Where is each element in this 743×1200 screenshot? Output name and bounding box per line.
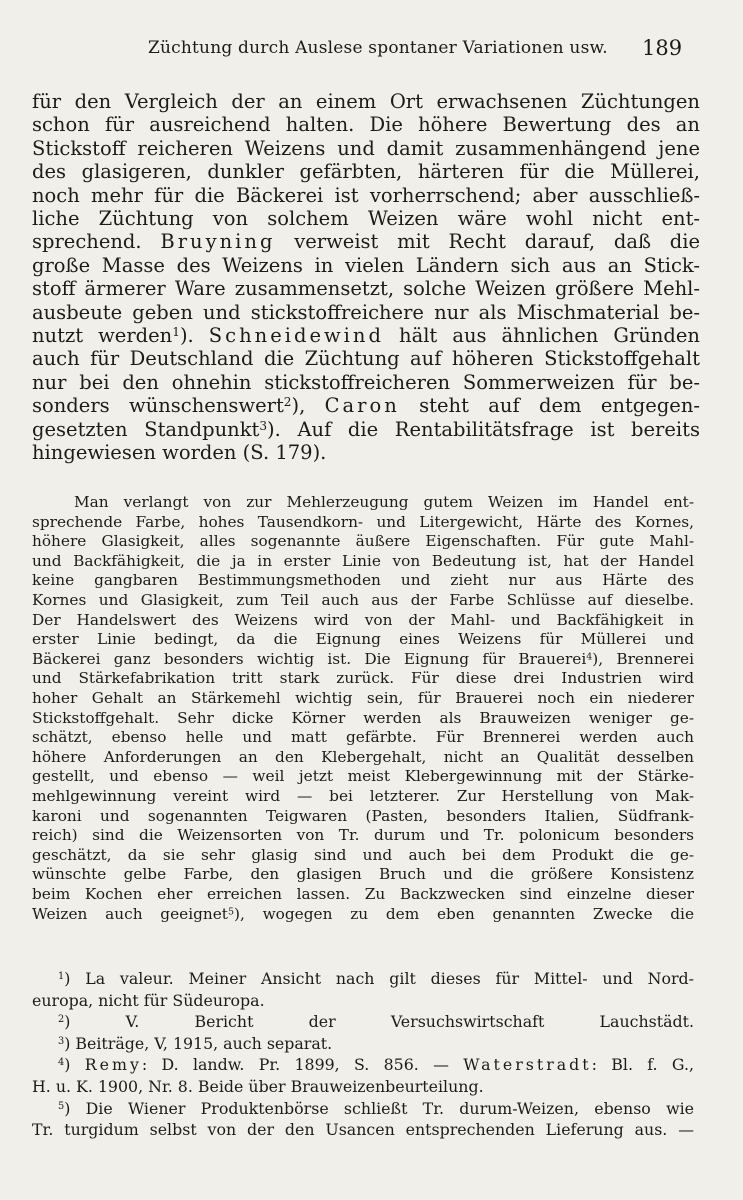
text-run: sonders wünschenswert [32, 394, 284, 418]
text-run: Bäckerei ganz besonders wichtig ist. Die Eignung für Brauerei [32, 649, 587, 668]
text-run: hoher Gehalt an Stärkemehl wichtig sein, für Brauerei noch ein niederer [32, 689, 694, 707]
footnote-line [58, 1012, 694, 1031]
text-run: hingewiesen worden (S. 179). [32, 441, 327, 464]
main-text-line [32, 160, 700, 183]
text-run: Der Handelswert des Weizens wird von der Mahl- und Backfähigkeit in [32, 610, 694, 629]
running-title: Züchtung durch Auslese spontaner Variationen usw. [148, 38, 608, 58]
text-run: Man verlangt von zur Mehlerzeugung gutem Weizen im Handel ent- [74, 493, 694, 511]
small-text-line [32, 552, 694, 570]
text-run: und Backfähigkeit, die ja in erster Linie von Bedeutung ist, hat der Handel [32, 551, 694, 570]
main-text-line [32, 113, 700, 136]
spaced-name: Bruyning [160, 230, 276, 254]
text-run: ) Beiträge, V, 1915, auch separat. [64, 1033, 333, 1053]
small-text-line [32, 532, 694, 550]
small-text-line [32, 767, 694, 785]
text-run: : D. landw. Pr. 1899, S. 856. — [141, 1055, 464, 1075]
text-run: Stickstoffgehalt. Sehr dicke Körner werden als Brauweizen weniger ge- [32, 708, 694, 727]
text-run: gesetzten Standpunkt [32, 417, 260, 441]
page-number: 189 [642, 36, 683, 60]
text-run: noch mehr für die Bäckerei ist vorherrschend; aber ausschließ- [32, 183, 700, 207]
text-run: Stickstoff reicheren Weizens und damit zusammenhängend jene [32, 136, 700, 160]
text-run: karoni und sogenannten Teigwaren (Pasten, besonders Italien, Südfrank- [32, 806, 694, 825]
text-run: beim Kochen eher erreichen lassen. Zu Backzwecken sind einzelne dieser [32, 885, 694, 903]
small-text-line [32, 728, 694, 746]
spaced-name: Schneidewind [208, 324, 384, 347]
running-head [0, 38, 743, 68]
text-run: H. u. K. 1900, Nr. 8. Beide über Brauweizenbeurteilung. [32, 1077, 484, 1096]
footnote-marker: 2 [283, 395, 292, 410]
text-run: verweist mit Recht darauf, daß die [275, 230, 700, 254]
small-text-line [32, 905, 694, 923]
text-run: stoff ärmerer Ware zusammensetzt, solche Weizen größere Mehl- [32, 277, 700, 301]
small-text-line [32, 571, 694, 589]
footnote-marker: 3 [58, 1035, 65, 1047]
text-run: liche Züchtung von solchem Weizen wäre wohl nicht ent- [32, 207, 700, 230]
text-run: reich) sind die Weizensorten von Tr. durum und Tr. polonicum besonders [32, 826, 694, 845]
main-text-line [32, 207, 700, 230]
footnote-marker: 1 [172, 324, 180, 339]
text-run: wünschte gelbe Farbe, den glasigen Bruch und die größere Konsistenz [32, 865, 694, 884]
main-text-line [32, 301, 700, 324]
text-run: schon für ausreichend halten. Die höhere Bewertung des an [32, 113, 700, 137]
main-text-line [32, 347, 700, 370]
main-text-line [32, 230, 700, 253]
text-run: nur bei den ohnehin stickstoffreicheren Sommerweizen für be- [32, 370, 700, 394]
footnote-marker: 5 [58, 1100, 65, 1112]
small-text-line [32, 650, 694, 668]
text-run: mehlgewinnung vereint wird — bei letzterer. Zur Herstellung von Mak- [32, 787, 694, 805]
footnote-line [32, 1077, 484, 1096]
text-run: ). [179, 324, 209, 347]
footnote-line [32, 1120, 694, 1139]
main-text-line [32, 184, 700, 207]
footnote-marker: 3 [259, 418, 268, 433]
spaced-name: Caron [324, 394, 400, 418]
main-text-line [32, 277, 700, 300]
text-run: ) V. Bericht der Versuchswirtschaft Lauchstädt. [64, 1012, 694, 1032]
small-text-line [32, 611, 694, 629]
text-run: auch für Deutschland die Züchtung auf höheren Stickstoffgehalt [32, 347, 700, 371]
footnote-marker: 1 [58, 971, 65, 983]
text-run: ausbeute geben und stickstoffreichere nur als Mischmaterial be- [32, 300, 700, 324]
small-text-line [32, 865, 694, 883]
spaced-name: Remy [84, 1055, 142, 1075]
small-text-line [32, 709, 694, 727]
text-run: sprechend. [32, 230, 161, 254]
small-text-line [32, 669, 694, 687]
footnote-line [58, 1055, 694, 1074]
main-text-line [32, 394, 700, 417]
small-text-line [32, 885, 694, 903]
footnote-line [32, 991, 265, 1010]
text-run: sprechende Farbe, hohes Tausendkorn- und Litergewicht, Härte des Kornes, [32, 512, 694, 531]
small-text-line [32, 591, 694, 609]
text-run: große Masse des Weizens in vielen Ländern sich aus an Stick- [32, 253, 700, 277]
footnote-marker: 4 [586, 651, 593, 663]
text-run: nutzt werden [32, 324, 173, 347]
text-run: Kornes und Glasigkeit, zum Teil auch aus der Farbe Schlüsse auf dieselbe. [32, 591, 694, 609]
text-run: ) [64, 1055, 85, 1075]
text-run: ) La valeur. Meiner Ansicht nach gilt dieses für Mittel- und Nord- [64, 969, 694, 988]
main-text-line [32, 254, 700, 277]
text-run: ), wogegen zu dem eben genannten Zwecke die [233, 904, 694, 923]
main-text-line [32, 418, 700, 441]
text-run: keine gangbaren Bestimmungsmethoden und zieht nur aus Härte des [32, 571, 694, 590]
text-run: Tr. turgidum selbst von der den Usancen entsprechenden Lieferung aus. — [32, 1120, 694, 1140]
text-run: hält aus ähnlichen Gründen [383, 324, 700, 347]
text-run: : Bl. f. G., [591, 1055, 694, 1075]
footnote-line [58, 1099, 694, 1118]
text-run: geschätzt, da sie sehr glasig sind und auch bei dem Produkt die ge- [32, 845, 694, 864]
main-text-line [32, 324, 700, 347]
small-text-line [32, 787, 694, 805]
text-run: höhere Glasigkeit, alles sogenannte äußere Eigenschaften. Für gute Mahl- [32, 532, 694, 551]
footnote-marker: 2 [58, 1014, 65, 1026]
text-run: des glasigeren, dunkler gefärbten, härteren für die Müllerei, [32, 160, 700, 184]
small-text-line [32, 846, 694, 864]
small-text-line [32, 748, 694, 766]
main-text-line [32, 371, 700, 394]
footnote-marker: 4 [58, 1057, 65, 1069]
text-run: ). Auf die Rentabilitätsfrage ist bereits [267, 417, 700, 441]
small-text-line [32, 630, 694, 648]
small-text-line [32, 826, 694, 844]
text-run: für den Vergleich der an einem Ort erwachsenen Züchtungen [32, 90, 700, 113]
small-text-line [74, 493, 694, 511]
footnote-line [58, 1034, 332, 1053]
text-run: und Stärkefabrikation tritt stark zurück. Für diese drei Industrien wird [32, 669, 694, 688]
footnote-line [58, 969, 694, 988]
text-run: höhere Anforderungen an den Klebergehalt, nicht an Qualität desselben [32, 747, 694, 766]
small-text-line [32, 513, 694, 531]
text-run: ), [291, 394, 325, 418]
main-text-line [32, 90, 700, 113]
small-text-line [32, 807, 694, 825]
text-run: steht auf dem entgegen- [399, 394, 700, 418]
text-run: schätzt, ebenso helle und matt gefärbte. Für Brennerei werden auch [32, 728, 694, 747]
footnote-marker: 5 [227, 905, 234, 917]
text-run: erster Linie bedingt, da die Eignung eines Weizens für Müllerei und [32, 630, 694, 649]
text-run: gestellt, und ebenso — weil jetzt meist Klebergewinnung mit der Stärke- [32, 767, 694, 786]
text-run: Weizen auch geeignet [32, 904, 228, 923]
text-run: europa, nicht für Südeuropa. [32, 990, 265, 1010]
text-run: ) Die Wiener Produktenbörse schließt Tr. durum-Weizen, ebenso wie [64, 1098, 694, 1118]
small-text-line [32, 689, 694, 707]
text-run: ), Brennerei [592, 649, 694, 668]
main-text-line [32, 441, 326, 464]
main-text-line [32, 137, 700, 160]
spaced-name: Waterstradt [463, 1055, 592, 1075]
